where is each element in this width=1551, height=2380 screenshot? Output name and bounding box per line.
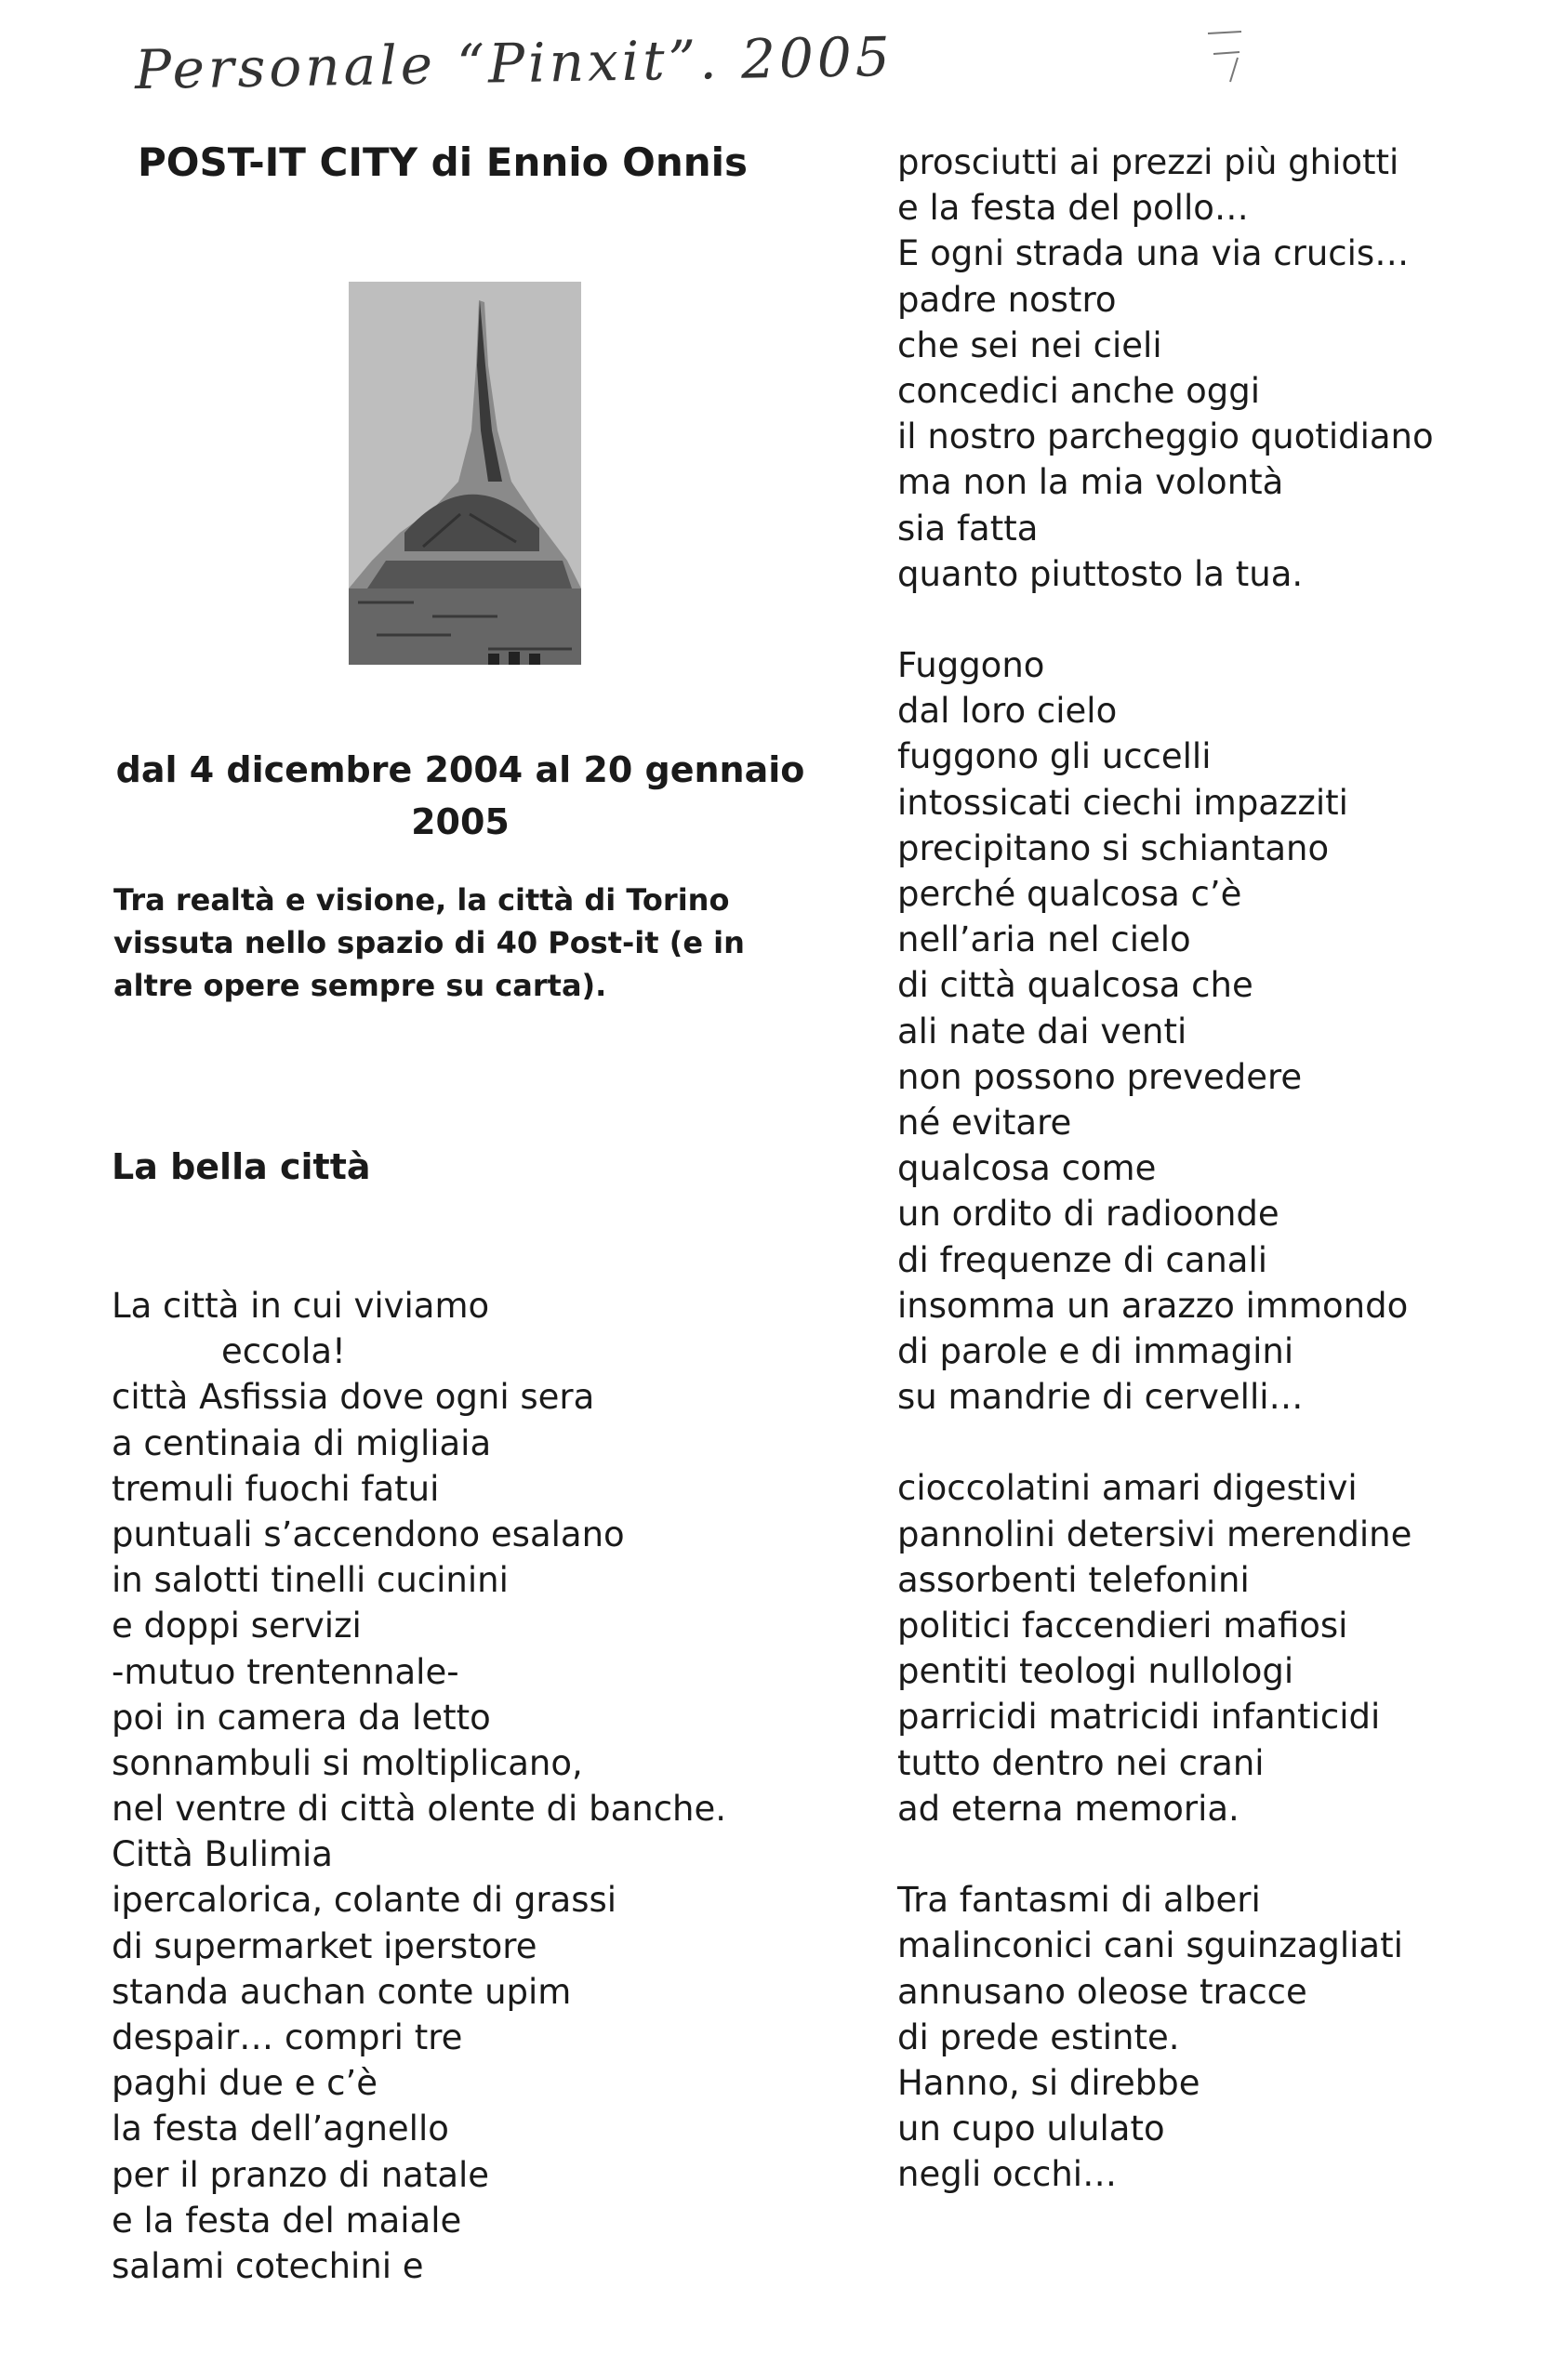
poem-line: perché qualcosa c’è [897, 874, 1242, 914]
poem-line: standa auchan conte upim [112, 1971, 572, 2012]
exhibition-dates: dal 4 dicembre 2004 al 20 gennaio 2005 [115, 749, 805, 842]
poem-line: assorbenti telefonini [897, 1559, 1250, 1600]
poem-line: precipitano si schiantano [897, 827, 1330, 868]
poem-line: di frequenze di canali [897, 1239, 1268, 1280]
poem-right-column [897, 139, 1539, 2197]
poem-line: per il pranzo di natale [112, 2154, 490, 2195]
poem-line: e la festa del maiale [112, 2200, 462, 2241]
poem-line: paghi due e c’è [112, 2063, 378, 2104]
poem-line: Hanno, si direbbe [897, 2062, 1200, 2103]
poem-line: di parole e di immagini [897, 1330, 1294, 1371]
poem-line: Tra fantasmi di alberi [897, 1880, 1261, 1921]
poem-line: malinconici cani sguinzagliati [897, 1925, 1403, 1966]
poem-line: intossicati ciechi impazziti [897, 782, 1348, 823]
poem-line: sia fatta [897, 508, 1039, 549]
poem-line: il nostro parcheggio quotidiano [897, 416, 1434, 457]
poem-line: pentiti teologi nullologi [897, 1651, 1294, 1692]
poem-line: un cupo ululato [897, 2109, 1165, 2149]
exhibition-description: Tra realtà e visione, la città di Torino vissuta nello spazio di 40 Post-it (e in altre opere sempre su carta). [113, 882, 745, 1003]
poem-line: a centinaia di migliaia [112, 1422, 492, 1463]
poem-line: Città Bulimia [112, 1834, 333, 1875]
poem-line: nel ventre di città olente di banche. [112, 1789, 727, 1830]
poem-line: Fuggono [897, 645, 1045, 686]
poem-line: la festa dell’agnello [112, 2109, 449, 2149]
poem-line: ali nate dai venti [897, 1011, 1187, 1051]
poem-line: in salotti tinelli cucinini [112, 1560, 509, 1601]
poem-line: qualcosa come [897, 1148, 1157, 1189]
poem-line: puntuali s’accendono esalano [112, 1514, 625, 1554]
handwritten-note: Personale “Pinxit”. 2005 [134, 24, 895, 102]
poem-line: su mandrie di cervelli… [897, 1377, 1304, 1418]
poem-line: né evitare [897, 1102, 1072, 1143]
poem-line: sonnambuli si moltiplicano, [112, 1742, 583, 1783]
poem-line: nell’aria nel cielo [897, 919, 1191, 960]
poem-line: di prede estinte. [897, 2016, 1180, 2057]
poem-title: La bella città [112, 1146, 371, 1187]
poem-line: un ordito di radioonde [897, 1194, 1279, 1235]
poem-line: negli occhi… [897, 2154, 1118, 2195]
poem-line: ad eterna memoria. [897, 1788, 1239, 1829]
poem-stanza [897, 1465, 1539, 1831]
poem-line: pannolini detersivi merendine [897, 1514, 1412, 1554]
poem-line: e doppi servizi [112, 1606, 362, 1646]
poem-line: La città in cui viviamo [112, 1286, 490, 1326]
poem-line: salami cotechini e [112, 2245, 424, 2286]
exhibition-title: POST-IT CITY di Ennio Onnis [138, 139, 749, 185]
poem-stanza [897, 139, 1539, 597]
poem-line: annusano oleose tracce [897, 1971, 1307, 2012]
poem-line: dal loro cielo [897, 691, 1118, 732]
poem-line: e la festa del pollo… [897, 188, 1249, 229]
poem-line: -mutuo trentennale- [112, 1651, 459, 1692]
poem-stanza [897, 642, 1539, 1420]
poem-line: ma non la mia volontà [897, 462, 1284, 503]
poem-line: che sei nei cieli [897, 324, 1162, 365]
poem-line: cioccolatini amari digestivi [897, 1468, 1358, 1509]
poem-line: padre nostro [897, 279, 1117, 320]
poem-stanza [897, 1877, 1539, 2197]
poem-line: concedici anche oggi [897, 370, 1261, 411]
poem-line: prosciutti ai prezzi più ghiotti [897, 142, 1399, 182]
poem-line: E ogni strada una via crucis… [897, 233, 1410, 274]
poem-line: quanto piuttosto la tua. [897, 553, 1304, 594]
poem-line: parricidi matricidi infanticidi [897, 1697, 1381, 1738]
poem-line: non possono prevedere [897, 1056, 1303, 1097]
poem-line: città Asfissia dove ogni sera [112, 1377, 595, 1418]
poem-left-column [112, 1283, 818, 2289]
poem-line: eccola! [221, 1331, 346, 1372]
poem-line: di supermarket iperstore [112, 1925, 537, 1966]
poem-line: poi in camera da letto [112, 1697, 491, 1738]
mole-antonelliana-image [349, 282, 581, 665]
poem-line: tutto dentro nei crani [897, 1742, 1265, 1783]
corner-pen-mark [1204, 26, 1247, 91]
poem-line: insomma un arazzo immondo [897, 1285, 1409, 1326]
poem-line: tremuli fuochi fatui [112, 1468, 440, 1509]
poem-line: di città qualcosa che [897, 965, 1253, 1006]
poem-line: politici faccendieri mafiosi [897, 1606, 1348, 1646]
poem-line: fuggono gli uccelli [897, 736, 1212, 777]
poem-line: despair… compri tre [112, 2017, 463, 2057]
poem-line: ipercalorica, colante di grassi [112, 1880, 617, 1921]
